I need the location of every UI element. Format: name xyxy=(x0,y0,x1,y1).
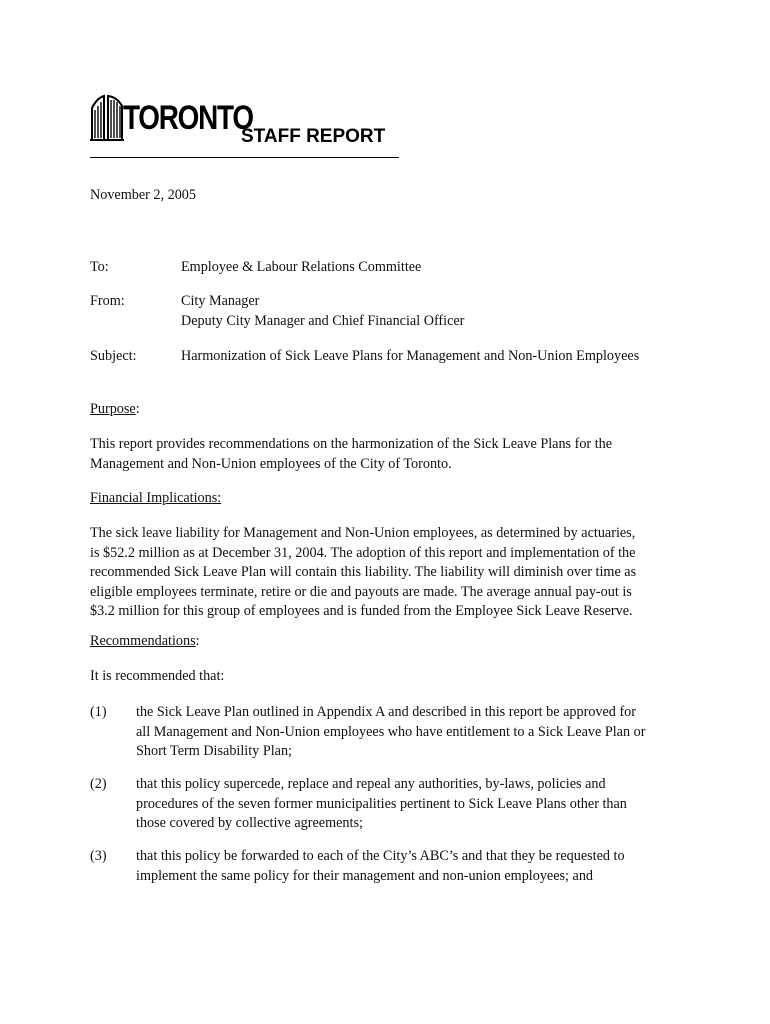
financial-line: recommended Sick Leave Plan will contain this liability. The liability will diminish over time as xyxy=(90,564,637,580)
toronto-logo-text: TORONTO xyxy=(123,99,253,137)
report-date: November 2, 2005 xyxy=(90,187,196,203)
purpose-heading-colon: : xyxy=(135,401,140,417)
toronto-city-hall-logo-icon xyxy=(90,94,124,142)
memo-from-value-1: City Manager xyxy=(181,293,260,309)
recommendation-text xyxy=(136,775,696,834)
recommendations-intro: It is recommended that: xyxy=(90,668,225,684)
recommendations-heading: Recommendations xyxy=(90,633,196,649)
memo-from-label: From: xyxy=(90,293,125,309)
recommendation-line: that this policy be forwarded to each of the City’s ABC’s and that they be requested to xyxy=(136,848,625,864)
financial-line: The sick leave liability for Management and Non-Union employees, as determined by actuaries, xyxy=(90,525,636,541)
purpose-heading: Purpose xyxy=(90,401,136,417)
recommendation-line: that this policy supercede, replace and repeal any authorities, by-laws, policies and xyxy=(136,776,606,792)
recommendation-line: the Sick Leave Plan outlined in Appendix A and described in this report be approved for xyxy=(136,704,636,720)
recommendation-number: (1) xyxy=(90,704,107,720)
purpose-heading-row xyxy=(90,400,690,420)
financial-heading-row xyxy=(90,489,690,509)
purpose-line: Management and Non-Union employees of the City of Toronto. xyxy=(90,455,452,472)
recommendations-heading-colon: : xyxy=(195,633,200,649)
financial-heading: Financial Implications: xyxy=(90,490,222,506)
memo-subject-label: Subject: xyxy=(90,348,137,364)
recommendation-text xyxy=(136,847,696,886)
recommendation-line: procedures of the seven former municipalities pertinent to Sick Leave Plans other than xyxy=(136,795,627,812)
recommendation-text xyxy=(136,703,696,762)
recommendation-line: those covered by collective agreements; xyxy=(136,815,363,831)
report-header xyxy=(90,92,400,160)
header-divider xyxy=(90,157,399,158)
recommendation-line: implement the same policy for their management and non-union employees; and xyxy=(136,867,594,884)
memo-to-label: To: xyxy=(90,259,109,275)
recommendations-heading-row xyxy=(90,632,690,652)
report-type-title: STAFF REPORT xyxy=(241,126,386,147)
financial-line: eligible employees terminate, retire or die and payouts are made. The average annual pay-out is xyxy=(90,583,632,600)
recommendation-number: (2) xyxy=(90,776,107,792)
purpose-paragraph xyxy=(90,435,690,474)
recommendation-line: all Management and Non-Union employees who have entitlement to a Sick Leave Plan or xyxy=(136,723,646,740)
memo-to-value: Employee & Labour Relations Committee xyxy=(181,259,422,275)
purpose-line: This report provides recommendations on the harmonization of the Sick Leave Plans for the xyxy=(90,436,613,452)
financial-line: $3.2 million for this group of employees and is funded from the Employee Sick Leave Reserve. xyxy=(90,603,633,619)
memo-from-value-2: Deputy City Manager and Chief Financial Officer xyxy=(181,312,465,329)
memo-subject-value: Harmonization of Sick Leave Plans for Management and Non-Union Employees xyxy=(181,348,640,364)
financial-paragraph xyxy=(90,524,690,622)
financial-line: is $52.2 million as at December 31, 2004. The adoption of this report and implementation of the xyxy=(90,544,636,561)
recommendation-number: (3) xyxy=(90,848,107,864)
recommendation-line: Short Term Disability Plan; xyxy=(136,743,292,759)
